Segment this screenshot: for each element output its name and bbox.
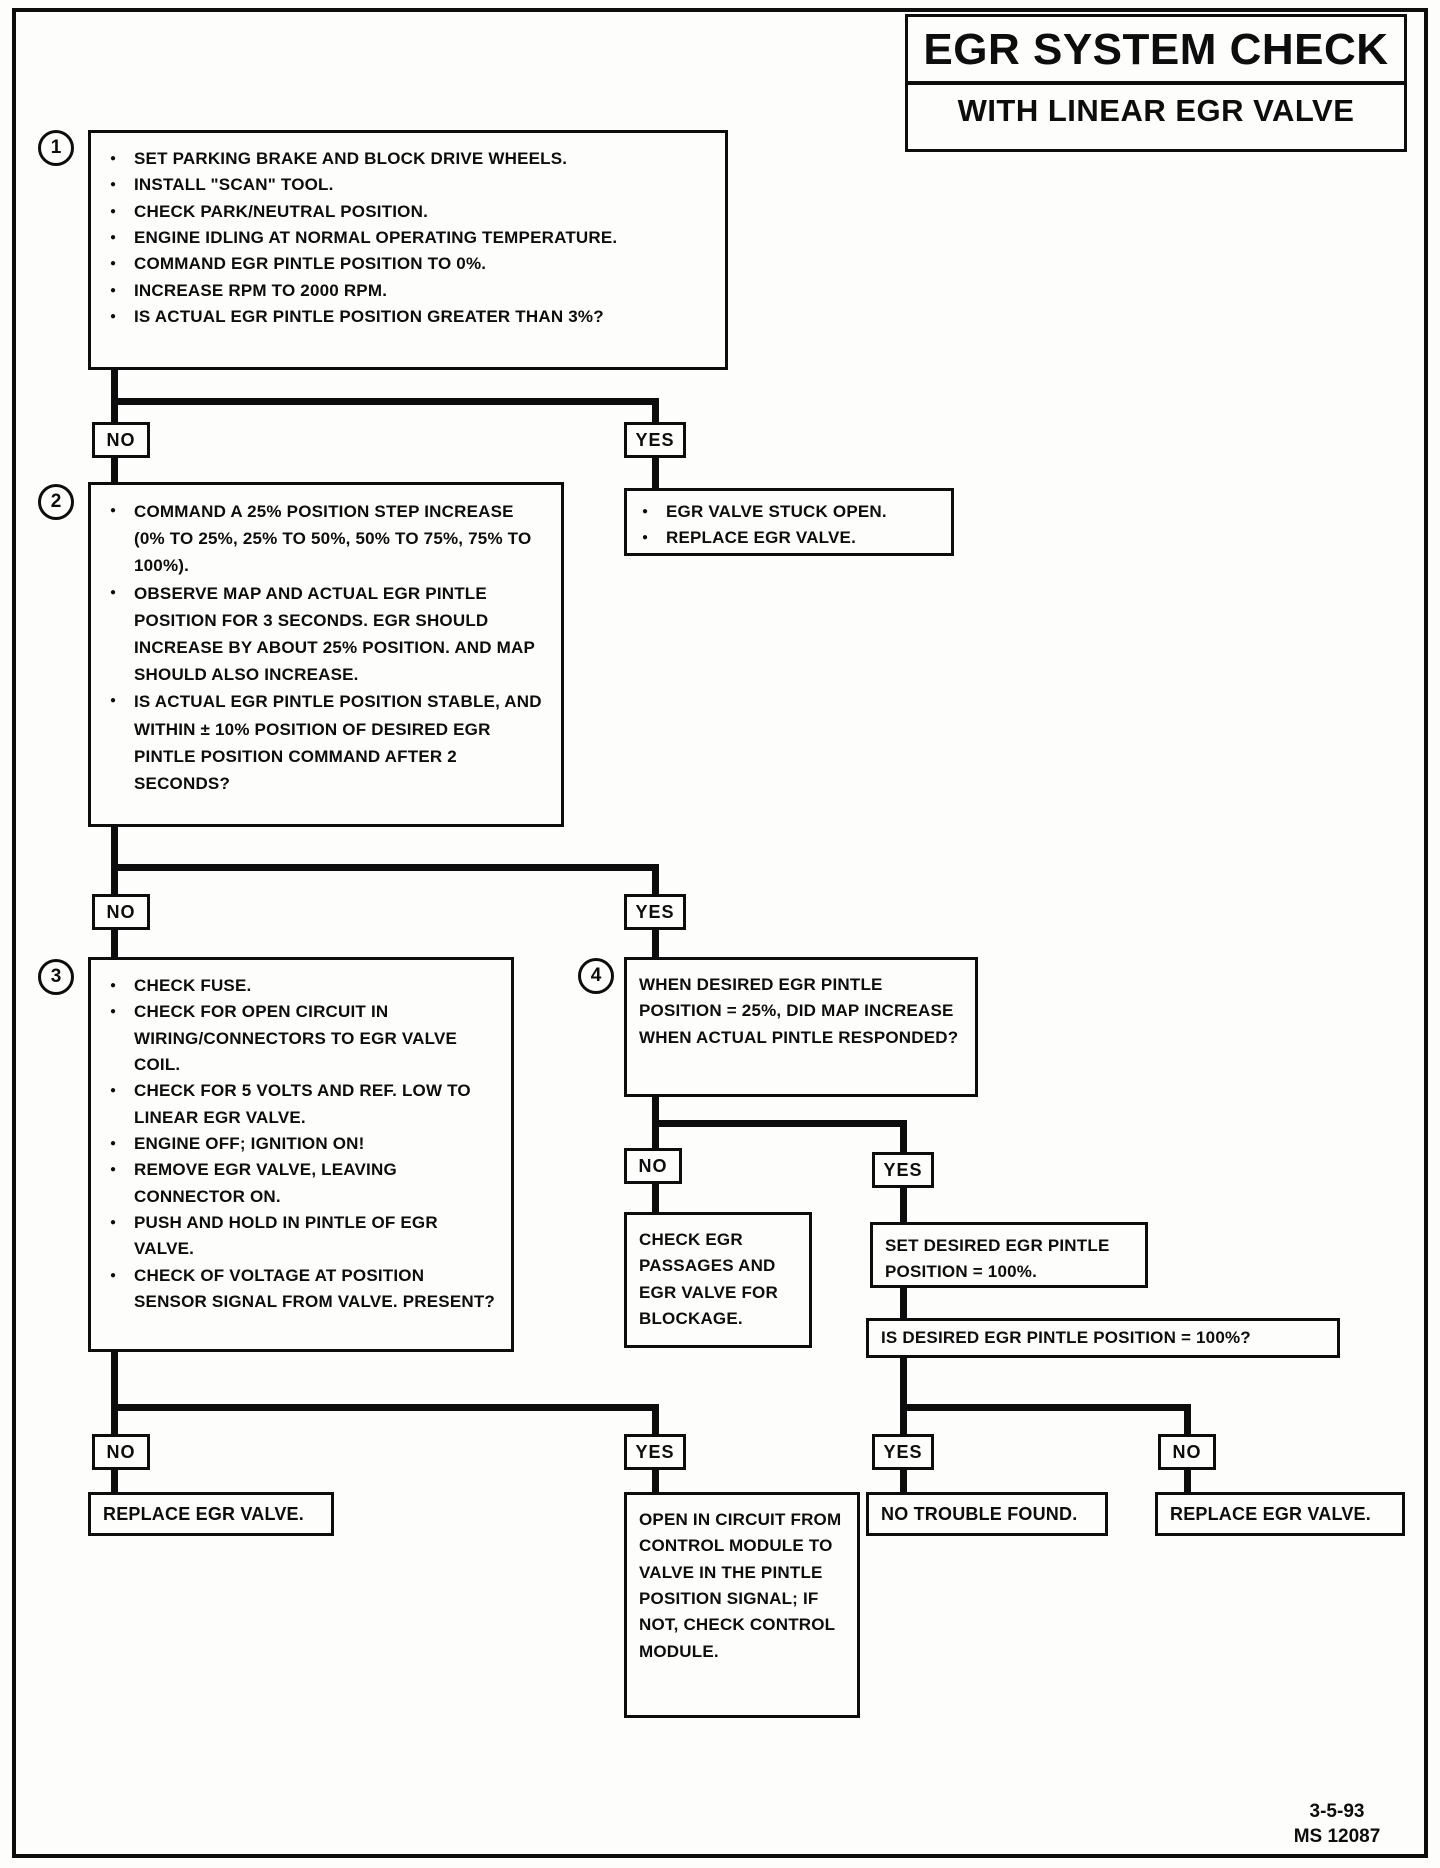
- connector: [111, 1468, 118, 1494]
- step-3-item: ● CHECK FOR 5 VOLTS AND REF. LOW TO LINEAR EGR VALVE.: [107, 1078, 495, 1131]
- connector: [652, 1182, 659, 1214]
- connector: [1184, 1468, 1191, 1494]
- page-title: EGR SYSTEM CHECK: [908, 17, 1404, 85]
- branch-label-yes-1: YES: [624, 422, 686, 458]
- connector: [111, 825, 118, 896]
- branch-label-no-3: NO: [92, 1434, 150, 1470]
- branch-label-yes-5: YES: [872, 1434, 934, 1470]
- step-2-item: ● COMMAND A 25% POSITION STEP INCREASE (0% TO 25%, 25% TO 50%, 50% TO 75%, 75% TO 100%).: [107, 498, 545, 580]
- connector: [900, 1120, 907, 1154]
- step-1-item: ● INCREASE RPM TO 2000 RPM.: [107, 278, 709, 304]
- step-2-number: 2: [38, 484, 74, 520]
- step-3-item: ● CHECK OF VOLTAGE AT POSITION SENSOR SIGNAL FROM VALVE. PRESENT?: [107, 1263, 495, 1316]
- connector: [111, 398, 659, 405]
- connector: [111, 456, 118, 484]
- step-4-number: 4: [578, 958, 614, 994]
- step-1-item: ● ENGINE IDLING AT NORMAL OPERATING TEMPERATURE.: [107, 225, 709, 251]
- result-replace-valve-right-box: REPLACE EGR VALVE.: [1155, 1492, 1405, 1536]
- connector: [900, 1286, 907, 1320]
- result-check-passages-box: CHECK EGR PASSAGES AND EGR VALVE FOR BLOCKAGE.: [624, 1212, 812, 1348]
- step-1-box: [88, 130, 728, 370]
- step-3-item: ● REMOVE EGR VALVE, LEAVING CONNECTOR ON.: [107, 1157, 495, 1210]
- footer: [1262, 1800, 1412, 1849]
- connector: [111, 864, 659, 871]
- step-1-item: ● CHECK PARK/NEUTRAL POSITION.: [107, 199, 709, 225]
- step-1-list: [107, 146, 709, 330]
- connector: [1184, 1404, 1191, 1436]
- branch-label-no-1: NO: [92, 422, 150, 458]
- connector: [900, 1356, 907, 1436]
- connector: [652, 398, 659, 424]
- footer-date: 3-5-93: [1309, 1801, 1365, 1822]
- branch-label-yes-4: YES: [872, 1152, 934, 1188]
- step-2-list: [107, 498, 545, 797]
- valve-stuck-list: [639, 499, 939, 552]
- step-3-number: 3: [38, 959, 74, 995]
- branch-label-no-4: NO: [624, 1148, 682, 1184]
- action-set-desired-box: SET DESIRED EGR PINTLE POSITION = 100%.: [870, 1222, 1148, 1288]
- connector: [111, 1404, 659, 1411]
- valve-stuck-item: ● EGR VALVE STUCK OPEN.: [639, 499, 939, 525]
- connector: [652, 928, 659, 959]
- result-no-trouble-box: NO TROUBLE FOUND.: [866, 1492, 1108, 1536]
- step-3-item: ● PUSH AND HOLD IN PINTLE OF EGR VALVE.: [107, 1210, 495, 1263]
- connector: [652, 1120, 907, 1127]
- branch-label-no-2: NO: [92, 894, 150, 930]
- step-3-item: ● ENGINE OFF; IGNITION ON!: [107, 1131, 495, 1157]
- branch-label-yes-2: YES: [624, 894, 686, 930]
- step-2-box: [88, 482, 564, 827]
- step-3-box: [88, 957, 514, 1352]
- step-2-item: ● OBSERVE MAP AND ACTUAL EGR PINTLE POSITION FOR 3 SECONDS. EGR SHOULD INCREASE BY ABOUT 25% POSITION. AND MAP SHOULD ALSO INCREASE.: [107, 580, 545, 689]
- step-1-item: ● SET PARKING BRAKE AND BLOCK DRIVE WHEELS.: [107, 146, 709, 172]
- step-1-number: 1: [38, 130, 74, 166]
- title-box: [905, 14, 1407, 152]
- connector: [111, 368, 118, 424]
- connector: [900, 1186, 907, 1224]
- question-is-desired-box: IS DESIRED EGR PINTLE POSITION = 100%?: [866, 1318, 1340, 1358]
- step-2-item: ● IS ACTUAL EGR PINTLE POSITION STABLE, AND WITHIN ± 10% POSITION OF DESIRED EGR PINTLE POSITION COMMAND AFTER 2 SECONDS?: [107, 688, 545, 797]
- footer-doc-number: MS 12087: [1293, 1825, 1381, 1847]
- step-3-item: ● CHECK FUSE.: [107, 973, 495, 999]
- result-replace-valve-left-box: REPLACE EGR VALVE.: [88, 1492, 334, 1536]
- step-4-box: WHEN DESIRED EGR PINTLE POSITION = 25%, DID MAP INCREASE WHEN ACTUAL PINTLE RESPONDED?: [624, 957, 978, 1097]
- valve-stuck-item: ● REPLACE EGR VALVE.: [639, 525, 939, 551]
- connector: [111, 928, 118, 959]
- connector: [900, 1404, 1191, 1411]
- step-1-item: ● COMMAND EGR PINTLE POSITION TO 0%.: [107, 251, 709, 277]
- step-1-item: ● IS ACTUAL EGR PINTLE POSITION GREATER THAN 3%?: [107, 304, 709, 330]
- result-open-circuit-box: OPEN IN CIRCUIT FROM CONTROL MODULE TO VALVE IN THE PINTLE POSITION SIGNAL; IF NOT, CHECK CONTROL MODULE.: [624, 1492, 860, 1718]
- step-3-item: ● CHECK FOR OPEN CIRCUIT IN WIRING/CONNECTORS TO EGR VALVE COIL.: [107, 999, 495, 1078]
- connector: [652, 456, 659, 490]
- branch-label-no-5: NO: [1158, 1434, 1216, 1470]
- connector: [652, 864, 659, 896]
- connector: [652, 1468, 659, 1494]
- step-3-list: [107, 973, 495, 1315]
- step-1-item: ● INSTALL "SCAN" TOOL.: [107, 172, 709, 198]
- page-subtitle: WITH LINEAR EGR VALVE: [957, 93, 1355, 128]
- connector: [652, 1404, 659, 1436]
- result-valve-stuck-box: [624, 488, 954, 556]
- branch-label-yes-3: YES: [624, 1434, 686, 1470]
- connector: [111, 1350, 118, 1436]
- connector: [900, 1468, 907, 1494]
